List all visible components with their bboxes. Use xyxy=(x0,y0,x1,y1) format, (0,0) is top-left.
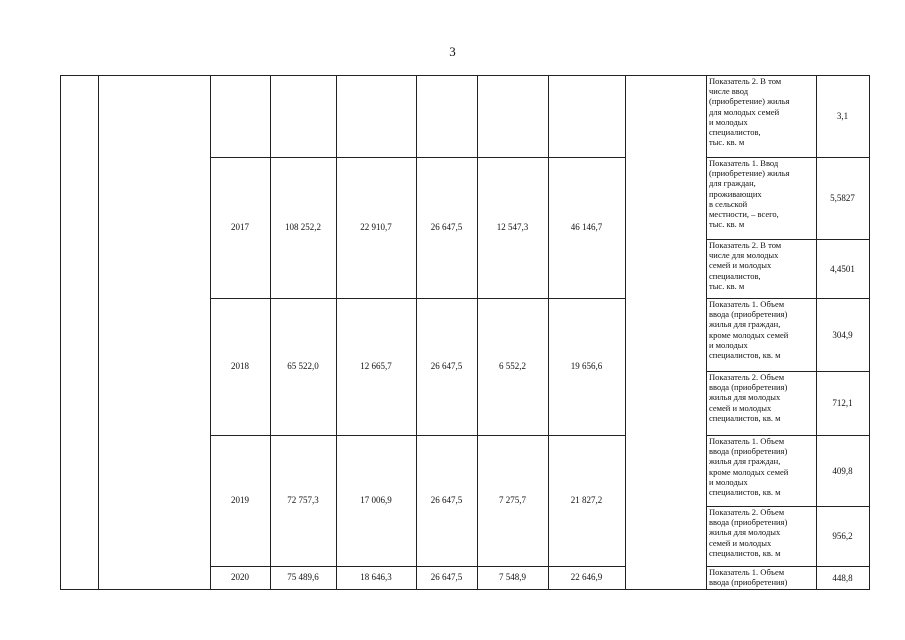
amount-cell: 17 006,9 xyxy=(360,495,392,505)
indicator-text: Показатель 2. В том числе ввод (приобретение) жилья для молодых семей и молодых специалистов, тыс. кв. м xyxy=(709,76,790,148)
amount-cell: 26 647,5 xyxy=(430,361,463,371)
page-number: 3 xyxy=(449,44,456,59)
amount-cell: 21 827,2 xyxy=(570,495,603,505)
indicator-text: Показатель 1. Ввод (приобретение) жилья для граждан, проживающих в сельской местности, – всего, тыс. кв. м xyxy=(709,158,790,230)
indicator-value: 409,8 xyxy=(832,465,853,476)
table-rule xyxy=(60,75,61,590)
amount-cell: 108 252,2 xyxy=(285,222,321,232)
indicator-value: 4,4501 xyxy=(830,263,855,274)
amount-cell: 46 146,7 xyxy=(570,222,603,232)
table-rule xyxy=(60,589,870,590)
table-rule xyxy=(869,75,870,590)
amount-cell: 26 647,5 xyxy=(430,222,463,232)
indicator-text: Показатель 1. Объем ввода (приобретения) жилья для граждан, кроме молодых семей и молодых специалистов, кв. м xyxy=(709,299,789,360)
indicator-value: 5,5827 xyxy=(830,193,855,203)
table-rule xyxy=(98,75,99,590)
indicator-value: 712,1 xyxy=(832,398,853,408)
table-rule xyxy=(625,75,626,590)
indicator-text: Показатель 1. Объем ввода (приобретения) жилья для граждан, кроме молодых семей и молодых специалистов, кв. м xyxy=(709,436,789,497)
indicator-value: 3,1 xyxy=(836,111,849,121)
indicator-value: 304,9 xyxy=(832,329,853,340)
amount-cell: 72 757,3 xyxy=(287,495,319,505)
indicator-value: 448,8 xyxy=(832,572,853,583)
year-cell: 2020 xyxy=(231,572,249,582)
amount-cell: 22 910,7 xyxy=(360,222,392,232)
indicator-text: Показатель 2. В том числе для молодых семей и молодых специалистов, тыс. кв. м xyxy=(709,240,782,291)
amount-cell: 12 665,7 xyxy=(360,361,392,371)
amount-cell: 75 489,6 xyxy=(287,572,319,582)
year-cell: 2018 xyxy=(231,361,249,371)
amount-cell: 19 656,6 xyxy=(570,361,603,371)
amount-cell: 26 647,5 xyxy=(430,572,463,582)
year-cell: 2017 xyxy=(231,222,249,232)
indicator-value: 956,2 xyxy=(832,531,853,541)
amount-cell: 18 646,3 xyxy=(360,572,392,582)
indicator-text: Показатель 2. Объем ввода (приобретения) жилья для молодых семей и молодых специалистов, кв. м xyxy=(709,507,788,558)
amount-cell: 7 275,7 xyxy=(499,495,526,505)
indicator-text: Показатель 1. Объем ввода (приобретения) xyxy=(709,567,788,588)
indicator-text: Показатель 2. Объем ввода (приобретения) жилья для молодых семей и молодых специалистов, кв. м xyxy=(709,372,788,423)
amount-cell: 7 548,9 xyxy=(499,572,526,582)
amount-cell: 12 547,3 xyxy=(496,222,529,232)
amount-cell: 26 647,5 xyxy=(430,495,463,505)
year-cell: 2019 xyxy=(231,495,249,505)
amount-cell: 22 646,9 xyxy=(570,572,603,582)
amount-cell: 65 522,0 xyxy=(287,361,319,371)
amount-cell: 6 552,2 xyxy=(499,361,526,371)
